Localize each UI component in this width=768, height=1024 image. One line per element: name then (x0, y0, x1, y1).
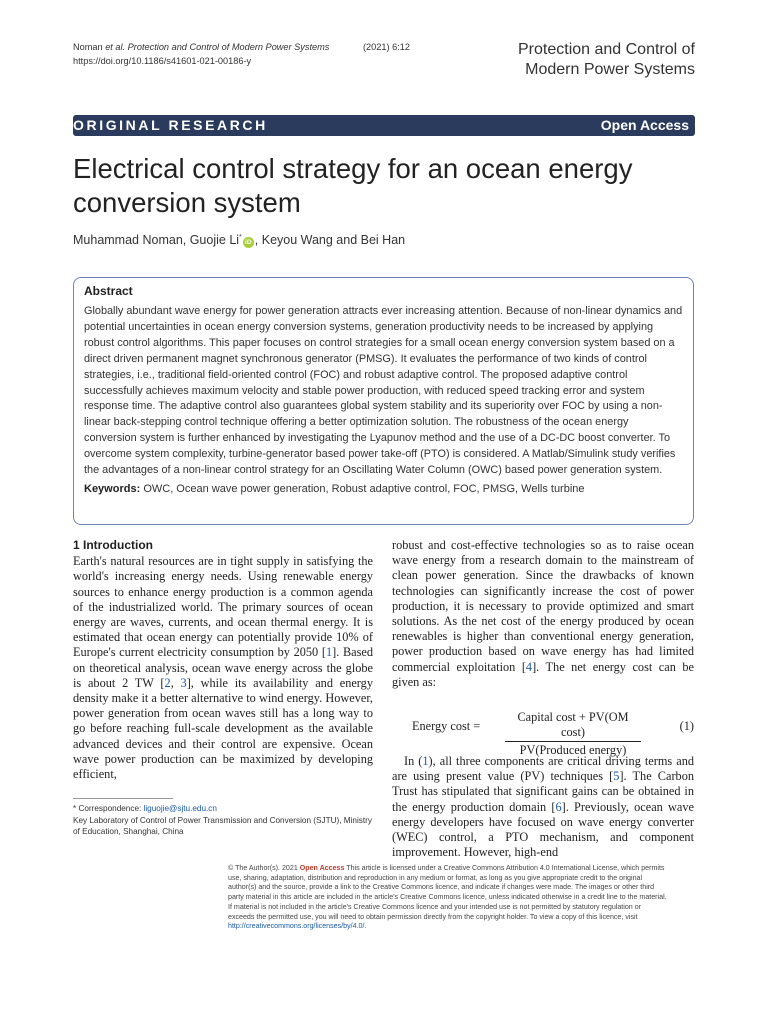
header-citation (73, 40, 410, 54)
footnote-divider (73, 798, 173, 799)
keywords-label: Keywords: (84, 482, 141, 495)
citation-link-3[interactable]: 3 (180, 675, 187, 690)
affiliation: Key Laboratory of Control of Power Transmission and Conversion (SJTU), Ministry of Education, Shanghai, China (73, 815, 372, 836)
paragraph-text (392, 754, 694, 860)
abstract-box (73, 277, 694, 525)
text-span: ), all three components are critical driving terms and are using present value (PV) techniques [ (392, 754, 694, 784)
header-et-al: et al. (105, 42, 126, 52)
citation-separator: , (170, 675, 181, 690)
authors-first: Muhammad Noman, Guojie Li (73, 233, 240, 247)
citation-link-4[interactable]: 4 (525, 659, 533, 674)
equation-fraction (505, 710, 641, 758)
text-span: ], while its availability and energy density make it a better alternative to wind energy. However, power generation from ocean waves still has a long way to go before reaching full-scale development as the available advanced devices and their control are expensive. Ocean wave power production can be maximized by developing efficient, (73, 675, 373, 782)
license-open-access: Open Access (299, 864, 345, 872)
intro-paragraph-right-2 (392, 754, 694, 860)
citation-link-6[interactable]: 6 (555, 799, 562, 814)
article-type-banner (73, 115, 695, 136)
license-url-link[interactable]: http://creativecommons.org/licenses/by/4.0/ (228, 922, 365, 931)
body-column-right (392, 538, 694, 690)
equation-lhs: Energy cost = (412, 719, 481, 733)
header-doi[interactable]: https://doi.org/10.1186/s41601-021-00186-y (73, 56, 252, 66)
keywords (84, 483, 683, 495)
paper-title: Electrical control strategy for an ocean energy conversion system (73, 153, 633, 218)
author-list (73, 233, 405, 248)
equation-1 (392, 706, 694, 757)
citation-link-5[interactable]: 5 (613, 769, 620, 784)
journal-name (518, 40, 695, 80)
intro-paragraph-left (73, 554, 373, 782)
license-suffix: . (364, 922, 367, 931)
journal-name-line1: Protection and Control of (518, 41, 695, 58)
equation-number: (1) (679, 719, 694, 733)
abstract-heading: Abstract (84, 284, 133, 298)
journal-name-line2: Modern Power Systems (525, 61, 695, 78)
correspondence-label: * Correspondence: (73, 804, 144, 813)
body-column-left (73, 538, 373, 782)
correspondence-line (73, 803, 373, 815)
text-span: ]. The Carbon Trust has stipulated that significant gains can be obtained in the energy production domain [ (392, 769, 694, 814)
abstract-text: Globally abundant wave energy for power generation attracts ever increasing attention. Because of non-linear dynamics and potential uncertainties in ocean energy conversion systems, generation productivity needs to be increased by applying robust control algorithms. This paper focuses on control strategies for a small ocean energy conversion system based on a direct driven permanent magnet synchronous generator (PMSG). It evaluates the performance of two kinds of control strategies, i.e., traditional field-oriented control (FOC) and robust adaptive control. The proposed adaptive control successfully achieves maximum velocity and stable power production, with reduced speed tracking error and system response time. The adaptive control also guarantees global system stability and its superiority over FOC by using a non-linear back-stepping control technique offering a better optimization solution. The robustness of the ocean energy conversion system is further enhanced by investigating the Lyapunov method and the use of a DC-DC boost converter. To overcome system complexity, turbine-generator based power take-off (PTO) is considered. A Matlab/Simulink study verifies the advantages of a non-linear control strategy for an Oscillating Water Column (OWC) based power generation system. (84, 305, 683, 477)
license-copyright: © The Author(s). 2021 (228, 864, 300, 872)
keywords-list: OWC, Ocean wave power generation, Robust adaptive control, FOC, PMSG, Wells turbine (143, 482, 585, 495)
header-year-volume: (2021) 6:12 (363, 42, 410, 52)
text-span: ]. Previously, ocean wave energy developers have focused on wave energy converter (WEC) control, a PTO mechanism, and component improvement. However, high-end (392, 799, 695, 860)
article-type-label: ORIGINAL RESEARCH (73, 117, 268, 133)
equation-denominator: PV(Produced energy) (519, 743, 627, 757)
section-heading-introduction: 1 Introduction (73, 538, 153, 552)
correspondence-footnote (73, 803, 373, 838)
running-header (73, 40, 410, 68)
intro-paragraph-right-1 (392, 538, 694, 690)
header-journal-short: Protection and Control of Modern Power Systems (127, 42, 330, 52)
license-notice (228, 864, 668, 932)
authors-rest: , Keyou Wang and Bei Han (254, 233, 406, 247)
citation-link-2[interactable]: 2 (164, 675, 171, 690)
text-span: ]. Based on theoretical analysis, ocean wave energy across the globe is about 2 TW [ (73, 645, 374, 690)
citation-link-1[interactable]: 1 (325, 645, 333, 660)
equation-reference-link[interactable]: 1 (422, 754, 429, 768)
corresponding-mark: * (239, 233, 242, 241)
text-span: ]. The net energy cost can be given as: (392, 659, 694, 689)
equation-numerator: Capital cost + PV(OM cost) (505, 710, 641, 742)
text-span: Earth's natural resources are in tight supply in satisfying the world's increasing energy needs. Using renewable energy sources to enhance energy production is a common agenda of the industrialized world. The primary sources of ocean energy are waves, currents, and ocean thermal energy. It is estimated that ocean energy can potentially provide 10% of Europe's current electricity consumption by 2050 [ (73, 554, 373, 660)
text-span: robust and cost-effective technologies so as to raise ocean wave energy from a research domain to the mainstream of clean power generation. Since the drawbacks of known technologies can significantly increase the cost of power production, it is necessary to provide optimized and smart solutions. As the net cost of the energy produced by ocean renewables is higher than conventional energy generation, power production based on wave energy has had limited commercial exploitation [ (392, 538, 694, 674)
orcid-icon[interactable]: iD (243, 237, 254, 248)
open-access-label: Open Access (600, 117, 689, 133)
text-span: In ( (404, 754, 423, 768)
correspondence-email-link[interactable]: liguojie@sjtu.edu.cn (143, 804, 217, 813)
license-text: This article is licensed under a Creative Commons Attribution 4.0 International License, which permits use, sharing, adaptation, distribution and reproduction in any medium or format, as long as you give appropriate credit to the original author(s) and the source, provide a link to the Creative Commons licence, and indicate if changes were made. The images or other third party material in this article are included in the article's Creative Commons licence, unless indicated otherwise in a credit line to the material. If material is not included in the article's Creative Commons licence and your intended use is not permitted by statutory regulation or exceeds the permitted use, you will need to obtain permission directly from the copyright holder. To view a copy of this licence, visit (228, 864, 667, 921)
header-authors: Noman (73, 42, 103, 52)
